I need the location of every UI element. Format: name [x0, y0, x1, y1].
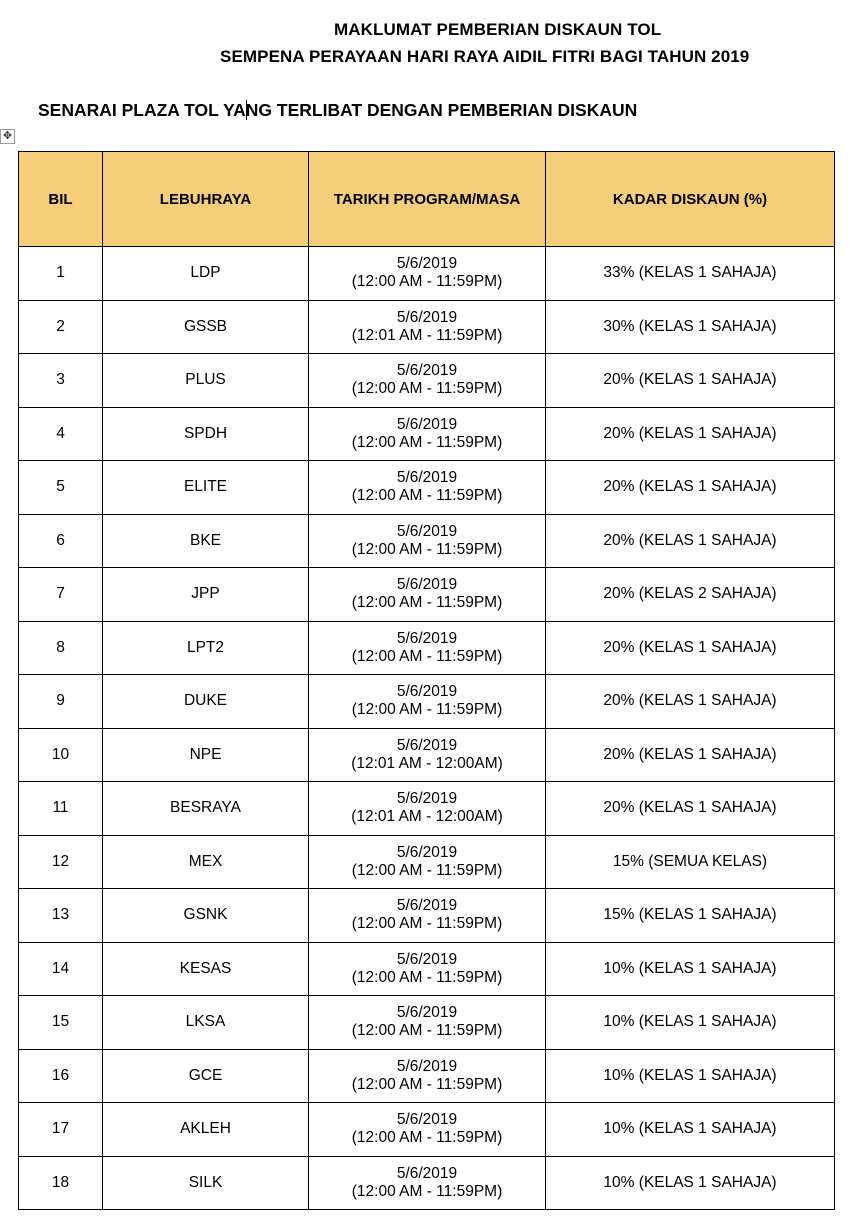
cell-bil: 17	[19, 1103, 103, 1157]
cell-tarikh-masa	[309, 1156, 546, 1210]
program-time-range: (12:00 AM - 11:59PM)	[351, 701, 503, 719]
cell-kadar-diskaun: 20% (KELAS 1 SAHAJA)	[546, 728, 835, 782]
program-time-range: (12:01 AM - 11:59PM)	[351, 326, 503, 344]
cell-tarikh-masa	[309, 996, 546, 1050]
cell-lebuhraya: MEX	[103, 835, 309, 889]
program-date: 5/6/2019	[396, 629, 458, 647]
cell-bil: 7	[19, 568, 103, 622]
cell-lebuhraya: GSSB	[103, 300, 309, 354]
cell-kadar-diskaun: 30% (KELAS 1 SAHAJA)	[546, 300, 835, 354]
table-row	[19, 621, 835, 675]
cell-lebuhraya: LKSA	[103, 996, 309, 1050]
cell-kadar-diskaun: 10% (KELAS 1 SAHAJA)	[546, 1156, 835, 1210]
table-row	[19, 675, 835, 729]
table-row	[19, 1103, 835, 1157]
cell-kadar-diskaun: 20% (KELAS 1 SAHAJA)	[546, 407, 835, 461]
cell-bil: 12	[19, 835, 103, 889]
cell-bil: 5	[19, 461, 103, 515]
cell-kadar-diskaun: 10% (KELAS 1 SAHAJA)	[546, 996, 835, 1050]
cell-kadar-diskaun: 20% (KELAS 1 SAHAJA)	[546, 675, 835, 729]
cell-kadar-diskaun: 20% (KELAS 1 SAHAJA)	[546, 782, 835, 836]
cell-tarikh-masa	[309, 728, 546, 782]
cell-bil: 15	[19, 996, 103, 1050]
cell-lebuhraya: BESRAYA	[103, 782, 309, 836]
cell-kadar-diskaun: 20% (KELAS 1 SAHAJA)	[546, 621, 835, 675]
cell-tarikh-masa	[309, 889, 546, 943]
cell-kadar-diskaun: 10% (KELAS 1 SAHAJA)	[546, 1103, 835, 1157]
program-time-range: (12:00 AM - 11:59PM)	[351, 487, 503, 505]
program-date: 5/6/2019	[396, 1164, 458, 1182]
column-header-kadar-diskaun: KADAR DISKAUN (%)	[546, 152, 835, 247]
program-time-range: (12:00 AM - 11:59PM)	[351, 540, 503, 558]
program-time-range: (12:00 AM - 11:59PM)	[351, 1129, 503, 1147]
cell-bil: 8	[19, 621, 103, 675]
cell-kadar-diskaun: 10% (KELAS 1 SAHAJA)	[546, 942, 835, 996]
cell-bil: 13	[19, 889, 103, 943]
cell-tarikh-masa	[309, 568, 546, 622]
table-row	[19, 568, 835, 622]
program-time-range: (12:00 AM - 11:59PM)	[351, 594, 503, 612]
program-time-range: (12:00 AM - 11:59PM)	[351, 861, 503, 879]
cell-kadar-diskaun: 15% (SEMUA KELAS)	[546, 835, 835, 889]
table-row	[19, 247, 835, 301]
program-date: 5/6/2019	[396, 843, 458, 861]
cell-bil: 2	[19, 300, 103, 354]
cell-tarikh-masa	[309, 1049, 546, 1103]
cell-tarikh-masa	[309, 514, 546, 568]
cell-bil: 6	[19, 514, 103, 568]
table-row	[19, 889, 835, 943]
section-heading[interactable]	[38, 100, 637, 121]
program-date: 5/6/2019	[396, 1004, 458, 1022]
cell-tarikh-masa	[309, 354, 546, 408]
cell-lebuhraya: SPDH	[103, 407, 309, 461]
cell-lebuhraya: DUKE	[103, 675, 309, 729]
cell-tarikh-masa	[309, 1103, 546, 1157]
cell-tarikh-masa	[309, 621, 546, 675]
program-date: 5/6/2019	[396, 255, 458, 273]
column-header-tarikh-program-masa: TARIKH PROGRAM/MASA	[309, 152, 546, 247]
cell-bil: 11	[19, 782, 103, 836]
program-date: 5/6/2019	[396, 1111, 458, 1129]
program-date: 5/6/2019	[396, 415, 458, 433]
cell-lebuhraya: ELITE	[103, 461, 309, 515]
cell-kadar-diskaun: 33% (KELAS 1 SAHAJA)	[546, 247, 835, 301]
cell-lebuhraya: SILK	[103, 1156, 309, 1210]
cell-tarikh-masa	[309, 300, 546, 354]
column-header-bil: BIL	[19, 152, 103, 247]
move-arrows-icon: ✥	[2, 130, 13, 142]
program-date: 5/6/2019	[396, 1057, 458, 1075]
program-date: 5/6/2019	[396, 522, 458, 540]
table-body	[19, 247, 835, 1210]
table-row	[19, 461, 835, 515]
cell-bil: 4	[19, 407, 103, 461]
cell-lebuhraya: NPE	[103, 728, 309, 782]
section-heading-text-start: SENARAI PLAZA TOL YA	[38, 100, 246, 120]
program-date: 5/6/2019	[396, 576, 458, 594]
cell-lebuhraya: GSNK	[103, 889, 309, 943]
table-row	[19, 1156, 835, 1210]
table-row	[19, 942, 835, 996]
program-date: 5/6/2019	[396, 362, 458, 380]
table-row	[19, 300, 835, 354]
program-date: 5/6/2019	[396, 469, 458, 487]
cell-lebuhraya: LPT2	[103, 621, 309, 675]
cell-tarikh-masa	[309, 247, 546, 301]
cell-lebuhraya: AKLEH	[103, 1103, 309, 1157]
table-row	[19, 354, 835, 408]
cell-kadar-diskaun: 20% (KELAS 1 SAHAJA)	[546, 514, 835, 568]
cell-kadar-diskaun: 10% (KELAS 1 SAHAJA)	[546, 1049, 835, 1103]
program-time-range: (12:00 AM - 11:59PM)	[351, 380, 503, 398]
program-time-range: (12:00 AM - 11:59PM)	[351, 1075, 503, 1093]
table-row	[19, 996, 835, 1050]
table-row	[19, 407, 835, 461]
cell-lebuhraya: BKE	[103, 514, 309, 568]
program-date: 5/6/2019	[396, 736, 458, 754]
cell-tarikh-masa	[309, 461, 546, 515]
document-title-line-1: MAKLUMAT PEMBERIAN DISKAUN TOL	[334, 20, 662, 39]
cell-tarikh-masa	[309, 835, 546, 889]
cell-kadar-diskaun: 15% (KELAS 1 SAHAJA)	[546, 889, 835, 943]
program-time-range: (12:00 AM - 11:59PM)	[351, 1022, 503, 1040]
cell-bil: 9	[19, 675, 103, 729]
column-header-lebuhraya: LEBUHRAYA	[103, 152, 309, 247]
cell-tarikh-masa	[309, 675, 546, 729]
program-date: 5/6/2019	[396, 308, 458, 326]
program-date: 5/6/2019	[396, 683, 458, 701]
program-date: 5/6/2019	[396, 897, 458, 915]
cell-bil: 16	[19, 1049, 103, 1103]
discount-table	[18, 151, 835, 1210]
cell-bil: 1	[19, 247, 103, 301]
cell-bil: 14	[19, 942, 103, 996]
section-heading-text-end: NG TERLIBAT DENGAN PEMBERIAN DISKAUN	[245, 100, 638, 120]
cell-bil: 10	[19, 728, 103, 782]
program-time-range: (12:01 AM - 12:00AM)	[351, 754, 503, 772]
cell-bil: 3	[19, 354, 103, 408]
program-time-range: (12:00 AM - 11:59PM)	[351, 647, 503, 665]
cell-lebuhraya: KESAS	[103, 942, 309, 996]
table-row	[19, 1049, 835, 1103]
table-row	[19, 782, 835, 836]
table-row	[19, 728, 835, 782]
cell-lebuhraya: GCE	[103, 1049, 309, 1103]
cell-lebuhraya: LDP	[103, 247, 309, 301]
cell-kadar-diskaun: 20% (KELAS 1 SAHAJA)	[546, 461, 835, 515]
table-row	[19, 835, 835, 889]
table-header-row	[19, 152, 835, 247]
cell-tarikh-masa	[309, 407, 546, 461]
cell-lebuhraya: JPP	[103, 568, 309, 622]
program-time-range: (12:00 AM - 11:59PM)	[351, 273, 503, 291]
program-time-range: (12:00 AM - 11:59PM)	[351, 968, 503, 986]
program-time-range: (12:00 AM - 11:59PM)	[351, 433, 503, 451]
table-row	[19, 514, 835, 568]
cell-kadar-diskaun: 20% (KELAS 2 SAHAJA)	[546, 568, 835, 622]
program-date: 5/6/2019	[396, 790, 458, 808]
cell-tarikh-masa	[309, 782, 546, 836]
cell-kadar-diskaun: 20% (KELAS 1 SAHAJA)	[546, 354, 835, 408]
program-time-range: (12:00 AM - 11:59PM)	[351, 915, 503, 933]
cell-lebuhraya: PLUS	[103, 354, 309, 408]
program-date: 5/6/2019	[396, 950, 458, 968]
table-move-handle[interactable]	[0, 129, 15, 144]
document-title-line-2: SEMPENA PERAYAAN HARI RAYA AIDIL FITRI BAGI TAHUN 2019	[220, 47, 750, 66]
program-time-range: (12:01 AM - 12:00AM)	[351, 808, 503, 826]
cell-bil: 18	[19, 1156, 103, 1210]
program-time-range: (12:00 AM - 11:59PM)	[351, 1182, 503, 1200]
cell-tarikh-masa	[309, 942, 546, 996]
